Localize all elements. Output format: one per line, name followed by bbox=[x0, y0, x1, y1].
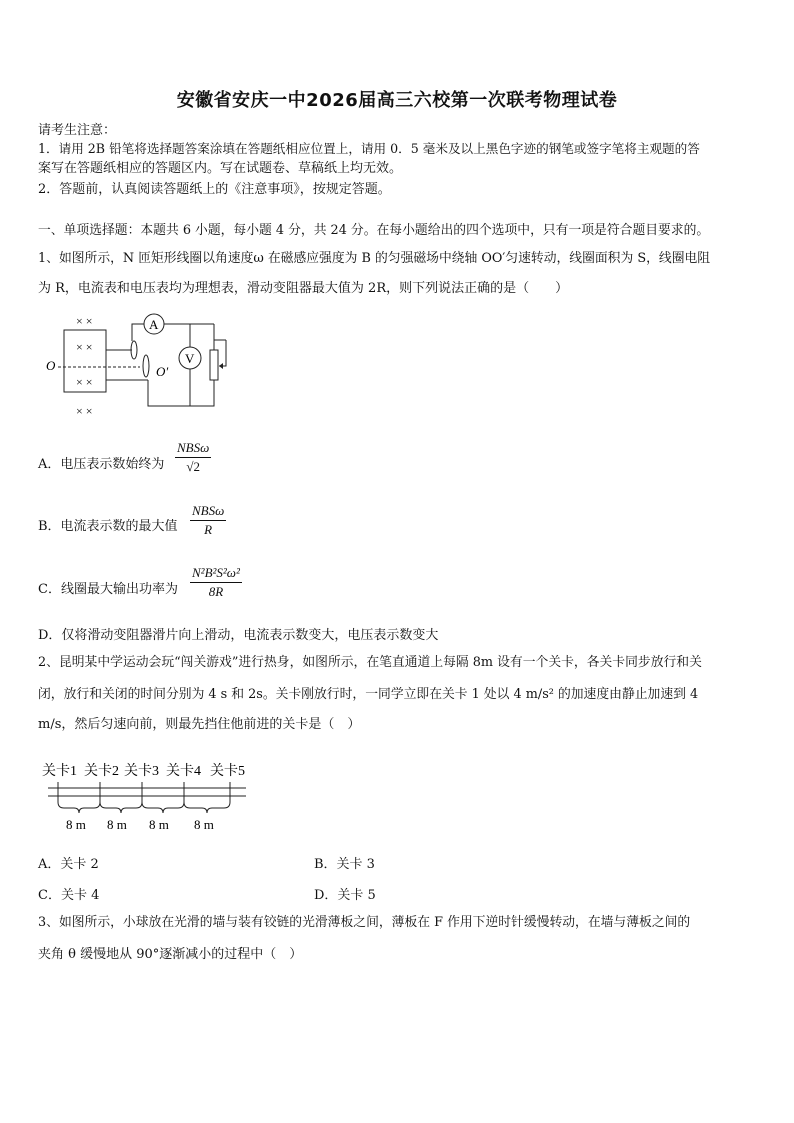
ammeter-label: A bbox=[149, 317, 159, 332]
gate-label-4: 关卡4 bbox=[166, 764, 201, 779]
field-cross-row-1: × × bbox=[76, 314, 93, 328]
q2-gates-figure bbox=[40, 758, 254, 838]
label-o-prime: O′ bbox=[156, 364, 169, 379]
field-cross-row-4: × × bbox=[76, 404, 93, 418]
field-cross-row-2: × × bbox=[76, 340, 93, 354]
spacing-label-2: 8 m bbox=[107, 817, 127, 832]
label-o: O bbox=[46, 358, 56, 373]
gate-label-3: 关卡3 bbox=[124, 764, 159, 779]
brace-4 bbox=[184, 802, 230, 813]
q1-option-a-fraction bbox=[175, 440, 211, 475]
gate-label-1: 关卡1 bbox=[42, 764, 77, 779]
q1-option-b-label: B．电流表示数的最大值 bbox=[38, 519, 178, 534]
rheostat-slider bbox=[219, 340, 226, 366]
spacing-label-3: 8 m bbox=[149, 817, 169, 832]
q1-option-a-denominator: √2 bbox=[186, 459, 200, 474]
field-cross-row-3: × × bbox=[76, 375, 93, 389]
q1-option-b-numerator: NBSω bbox=[192, 503, 225, 518]
q2-option-d: D．关卡 5 bbox=[314, 888, 376, 903]
q2-option-a: A．关卡 2 bbox=[38, 857, 99, 872]
q3-stem-line-1: 3、如图所示，小球放在光滑的墙与装有铰链的光滑薄板之间，薄板在 F 作用下逆时针缓慢转动，在墙与薄板之间的 bbox=[38, 915, 691, 930]
q1-circuit-figure bbox=[40, 306, 230, 424]
q1-option-c-fraction bbox=[190, 565, 242, 600]
rheostat bbox=[210, 350, 218, 380]
q1-option-b-fraction bbox=[190, 503, 226, 538]
slip-ring-2 bbox=[143, 355, 149, 377]
spacing-label-4: 8 m bbox=[194, 817, 214, 832]
q1-option-b-denominator: R bbox=[204, 522, 213, 537]
spacing-label-1: 8 m bbox=[66, 817, 86, 832]
gate-label-2: 关卡2 bbox=[84, 764, 119, 779]
notice-heading: 请考生注意： bbox=[38, 123, 117, 138]
q3-stem-line-2: 夹角 θ 缓慢地从 90°逐渐减小的过程中（ ） bbox=[38, 947, 303, 962]
q1-option-d: D．仅将滑动变阻器滑片向上滑动，电流表示数变大，电压表示数变大 bbox=[38, 628, 439, 643]
brace-3 bbox=[142, 802, 184, 813]
page-title: 安徽省安庆一中2026届高三六校第一次联考物理试卷 bbox=[176, 90, 618, 111]
gate-label-5: 关卡5 bbox=[210, 764, 245, 779]
q1-option-c-denominator: 8R bbox=[208, 584, 224, 599]
q1-option-a-numerator: NBSω bbox=[177, 440, 210, 455]
q1-stem-line-1: 1、如图所示，N 匝矩形线圈以角速度ω 在磁感应强度为 B 的匀强磁场中绕轴 OO′匀速转动，线圈面积为 S，线圈电阻 bbox=[38, 251, 711, 266]
q1-option-a-label: A．电压表示数始终为 bbox=[38, 457, 165, 472]
notice-line-3: 2．答题前，认真阅读答题纸上的《注意事项》，按规定答题。 bbox=[38, 182, 391, 197]
notice-line-2: 案写在答题纸相应的答题区内。写在试题卷、草稿纸上均无效。 bbox=[38, 161, 403, 176]
section-heading: 一、单项选择题：本题共 6 小题，每小题 4 分，共 24 分。在每小题给出的四个选项中，只有一项是符合题目要求的。 bbox=[38, 223, 710, 238]
q2-option-c: C．关卡 4 bbox=[38, 888, 100, 903]
q2-stem-line-1: 2、昆明某中学运动会玩“闯关游戏”进行热身，如图所示，在笔直通道上每隔 8m 设有一个关卡，各关卡同步放行和关 bbox=[38, 655, 702, 670]
q1-stem-line-2: 为 R，电流表和电压表均为理想表，滑动变阻器最大值为 2R，则下列说法正确的是（ ） bbox=[38, 281, 569, 296]
brace-2 bbox=[100, 802, 142, 813]
q2-stem-line-2: 闭，放行和关闭的时间分别为 4 s 和 2s。关卡刚放行时，一同学立即在关卡 1 处以 4 m/s² 的加速度由静止加速到 4 bbox=[38, 687, 699, 702]
q1-option-c-numerator: N²B²S²ω² bbox=[192, 565, 240, 580]
notice-line-1: 1．请用 2B 铅笔将选择题答案涂填在答题纸相应位置上，请用 0．5 毫米及以上黑色字迹的钢笔或签字笔将主观题的答 bbox=[38, 141, 700, 156]
q2-option-b: B．关卡 3 bbox=[314, 857, 375, 872]
brace-1 bbox=[58, 802, 100, 813]
q2-stem-line-3: m/s，然后匀速向前，则最先挡住他前进的关卡是（ ） bbox=[38, 717, 361, 732]
q1-option-c-label: C．线圈最大输出功率为 bbox=[38, 582, 178, 597]
voltmeter-label: V bbox=[185, 351, 195, 366]
